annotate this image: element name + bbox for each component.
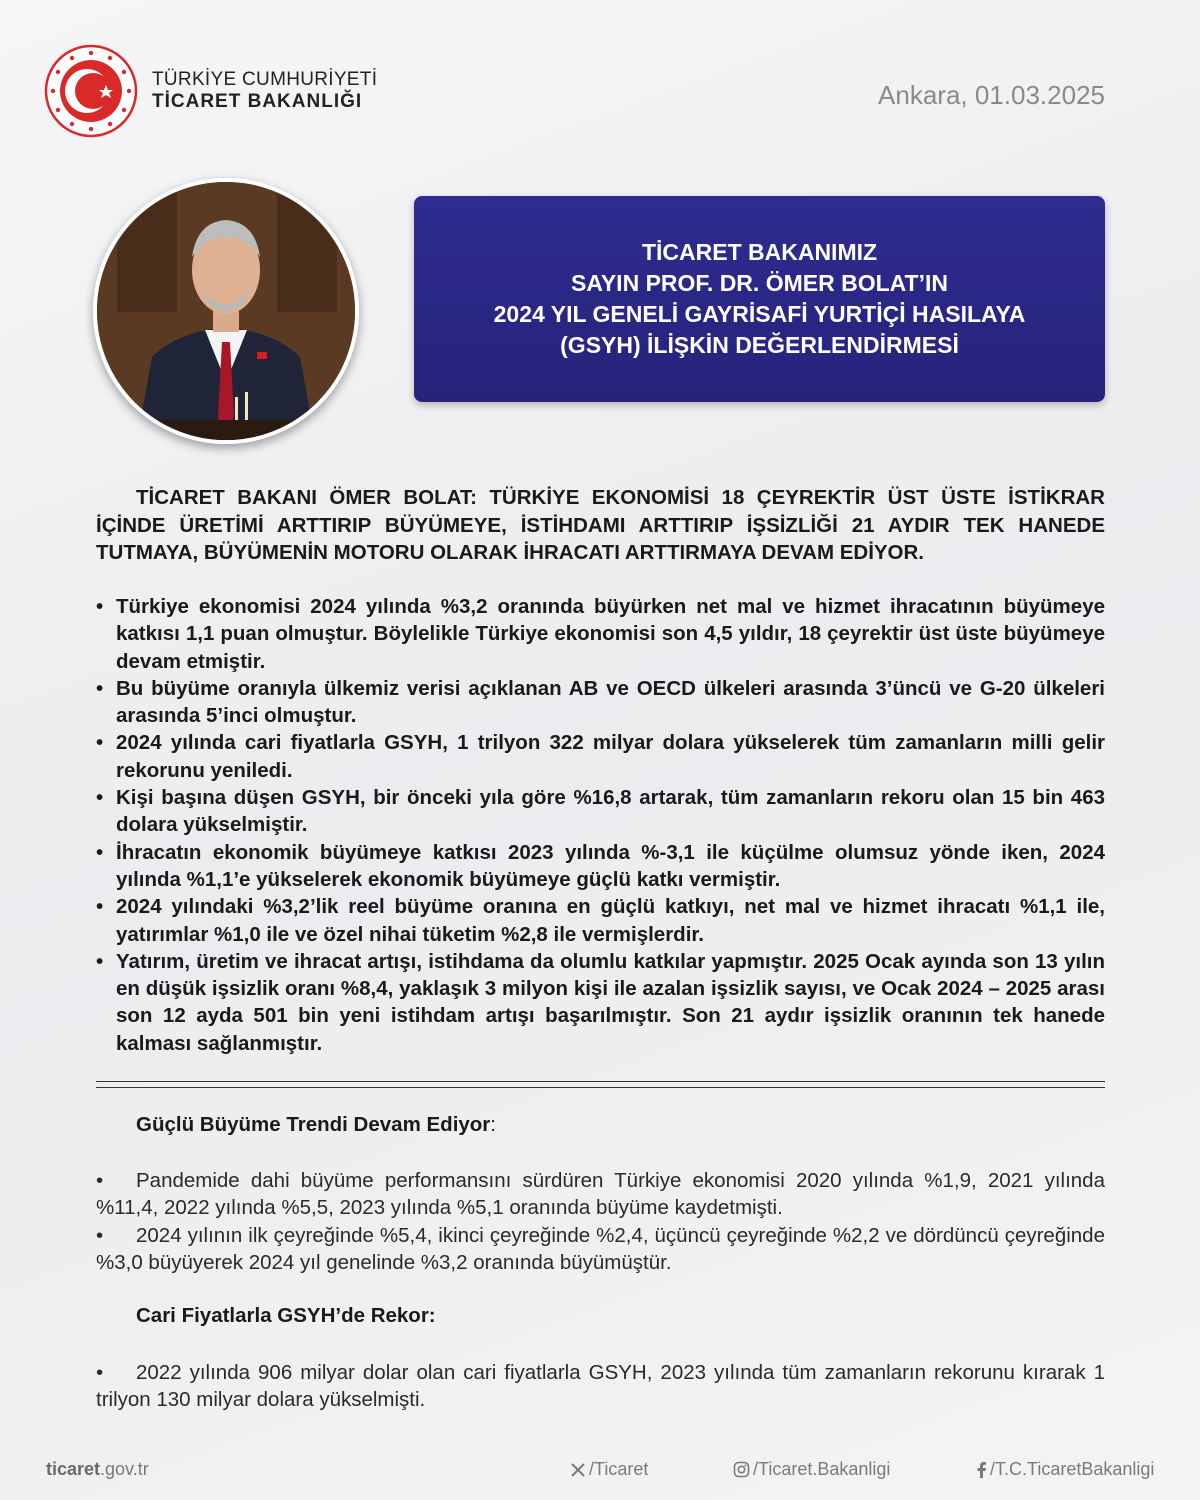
list-item-text: 2024 yılının ilk çeyreğinde %5,4, ikinci çeyreğinde %2,4, üçüncü çeyreğinde %2,2 ve dördüncü çeyreğinde %3,0 büyüyerek 2024 yıl genelinde %3,2 oranında büyümüştür. bbox=[96, 1223, 1105, 1274]
title-line: TİCARET BAKANIMIZ bbox=[641, 239, 878, 265]
release-date: Ankara, 01.03.2025 bbox=[878, 80, 1105, 110]
divider bbox=[96, 1081, 1105, 1082]
instagram-icon bbox=[733, 1461, 750, 1478]
bullet-char: • bbox=[96, 1361, 104, 1384]
list-item: • Yatırım, üretim ve ihracat artışı, istihdama da olumlu katkılar yapmıştır. 2025 Ocak ayında son 13 yılın en düşük işsizlik oranı %8,4, yaklaşık 3 milyon kişi ile azalan işsizlik sayısı, ve Ocak 2024 – 2025 arası son 12 ayda 501 bin yeni istihdam artışı başarılmıştır. Son 21 aydır işsizlik oranının tek hanede kalması sağlanmıştır. bbox=[96, 948, 1105, 1057]
divider bbox=[96, 1087, 1105, 1088]
section-body bbox=[96, 1359, 1105, 1414]
list-item: • Türkiye ekonomisi 2024 yılında %3,2 oranında büyürken net mal ve hizmet ihracatının büyümeye katkısı 1,1 puan olmuştur. Böylelikle Türkiye ekonomisi son 4,5 yıldır, 18 çeyrektir üst üste büyümeye devam etmiştir. bbox=[96, 593, 1105, 675]
list-item-text: Pandemide dahi büyüme performansını sürdüren Türkiye ekonomisi 2020 yılında %1,9, 2021 yılında %11,4, 2022 yılında %5,5, 2023 yılında %5,1 oranında büyüme kaydetmişti. bbox=[96, 1169, 1105, 1220]
section-title-text: Güçlü Büyüme Trendi Devam Ediyor bbox=[136, 1113, 491, 1136]
ministry-emblem-icon bbox=[44, 44, 138, 138]
key-points-list bbox=[96, 593, 1105, 1057]
bullet-char: • bbox=[96, 1223, 104, 1247]
list-item: • İhracatın ekonomik büyümeye katkısı 2023 yılında %-3,1 ile küçülme olumsuz yönde iken, 2024 yılında %1,1’e yükselerek ekonomik büyümeye güçlü katkı vermiştir. bbox=[96, 839, 1105, 894]
facebook-social-link[interactable] bbox=[975, 1459, 1154, 1480]
instagram-social-link[interactable] bbox=[733, 1459, 890, 1480]
x-logo-icon bbox=[570, 1462, 586, 1478]
section-body bbox=[96, 1167, 1105, 1276]
x-handle: /Ticaret bbox=[589, 1459, 649, 1479]
title-line: (GSYH) İLİŞKİN DEĞERLENDİRMESİ bbox=[560, 332, 959, 358]
org-name-line1: TÜRKİYE CUMHURİYETİ bbox=[152, 69, 378, 91]
bullet-char: • bbox=[96, 1169, 104, 1192]
website-link[interactable] bbox=[46, 1459, 149, 1480]
minister-portrait bbox=[93, 178, 359, 444]
section-title: Cari Fiyatlarla GSYH’de Rekor: bbox=[136, 1304, 436, 1327]
x-social-link[interactable] bbox=[570, 1459, 648, 1480]
list-item bbox=[96, 1359, 1105, 1414]
section-title-colon: : bbox=[490, 1113, 496, 1136]
title-line: 2024 YIL GENELİ GAYRİSAFİ YURTİÇİ HASILAYA bbox=[493, 301, 1026, 327]
section-title bbox=[136, 1113, 496, 1137]
headline: TİCARET BAKANI ÖMER BOLAT: TÜRKİYE EKONOMİSİ 18 ÇEYREKTİR ÜST ÜSTE İSTİKRAR İÇİNDE ÜRETİMİ ARTTIRIP BÜYÜMEYE, İSTİHDAMI ARTTIRIP İŞSİZLİĞİ 21 AYDIR TEK HANEDE TUTMAYA, BÜYÜMENİN MOTORU OLARAK İHRACATI ARTTIRMAYA DEVAM EDİYOR. bbox=[96, 486, 1105, 564]
instagram-handle: /Ticaret.Bakanligi bbox=[753, 1459, 891, 1479]
facebook-icon bbox=[975, 1461, 987, 1478]
ministry-logo bbox=[44, 44, 377, 138]
facebook-handle: /T.C.TicaretBakanligi bbox=[990, 1459, 1155, 1479]
list-item: • Kişi başına düşen GSYH, bir önceki yıla göre %16,8 artarak, tüm zamanların rekoru olan 15 bin 463 dolara yükselmiştir. bbox=[96, 784, 1105, 839]
org-name-line2: TİCARET BAKANLIĞI bbox=[152, 91, 363, 112]
list-item-text: 2022 yılında 906 milyar dolar olan cari fiyatlarla GSYH, 2023 yılında tüm zamanların rekorunu kırarak 1 trilyon 130 milyar dolara yükselmişti. bbox=[96, 1361, 1105, 1412]
title-banner bbox=[414, 196, 1105, 402]
list-item: • 2024 yılında cari fiyatlarla GSYH, 1 trilyon 322 milyar dolara yükselerek tüm zamanların milli gelir rekorunu yeniledi. bbox=[96, 729, 1105, 784]
list-item: • 2024 yılındaki %3,2’lik reel büyüme oranına en güçlü katkıyı, net mal ve hizmet ihracatı %1,1 ile, yatırımlar %1,0 ile ve özel nihai tüketim %2,8 ile vermişlerdir. bbox=[96, 893, 1105, 948]
website-domain-bold: ticaret bbox=[46, 1459, 101, 1479]
title-line: SAYIN PROF. DR. ÖMER BOLAT’IN bbox=[571, 270, 948, 296]
website-domain-rest: .gov.tr bbox=[100, 1459, 149, 1479]
list-item: • Bu büyüme oranıyla ülkemiz verisi açıklanan AB ve OECD ülkeleri arasında 3’üncü ve G-20 ülkeleri arasında 5’inci olmuştur. bbox=[96, 675, 1105, 730]
list-item bbox=[96, 1222, 1105, 1277]
list-item bbox=[96, 1167, 1105, 1222]
